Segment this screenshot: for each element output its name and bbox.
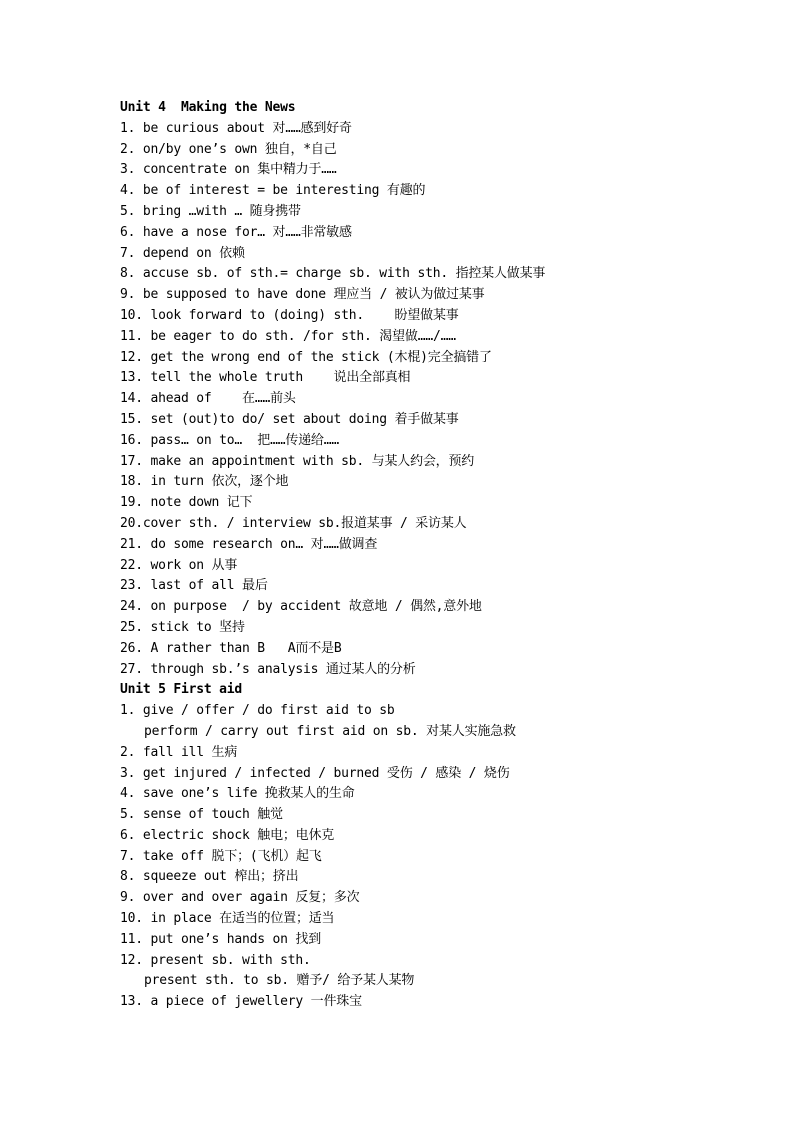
unit5-item-8: 8. squeeze out 榨出；挤出: [120, 869, 299, 885]
unit4-item-1: 1. be curious about 对……感到好奇: [120, 120, 352, 136]
unit4-item-25: 25. stick to 坚持: [120, 619, 245, 635]
unit5-item-2: 2. fall ill 生病: [120, 744, 238, 760]
unit5-item-5: 5. sense of touch 触觉: [120, 807, 283, 823]
unit5-item-12-line-2: present sth. to sb. 赠予/ 给予某人某物: [144, 973, 415, 989]
unit4-item-27: 27. through sb.’s analysis 通过某人的分析: [120, 661, 416, 677]
unit4-item-19: 19. note down 记下: [120, 495, 253, 511]
unit4-item-23: 23. last of all 最后: [120, 578, 268, 594]
unit4-item-13: 13. tell the whole truth 说出全部真相: [120, 370, 411, 386]
unit4-item-5: 5. bring …with … 随身携带: [120, 203, 301, 219]
unit4-item-7: 7. depend on 依赖: [120, 245, 245, 261]
unit5-item-1-line-2: perform / carry out first aid on sb. 对某人实施急救: [144, 723, 516, 739]
unit4-item-14: 14. ahead of 在……前头: [120, 391, 296, 407]
unit4-item-9: 9. be supposed to have done 理应当 / 被认为做过某事: [120, 287, 485, 303]
unit5-item-6: 6. electric shock 触电；电休克: [120, 827, 335, 843]
unit4-item-6: 6. have a nose for… 对……非常敏感: [120, 224, 352, 240]
unit4-item-16: 16. pass… on to… 把……传递给……: [120, 432, 339, 448]
unit5-item-11: 11. put one’s hands on 找到: [120, 931, 322, 947]
unit5-item-4: 4. save one’s life 挽救某人的生命: [120, 786, 355, 802]
unit5-item-7: 7. take off 脱下；(飞机）起飞: [120, 848, 322, 864]
unit4-item-20: 20.cover sth. / interview sb.报道某事 / 采访某人: [120, 515, 467, 531]
unit4-item-4: 4. be of interest = be interesting 有趣的: [120, 183, 426, 199]
unit5-item-9: 9. over and over again 反复；多次: [120, 890, 360, 906]
unit4-item-10: 10. look forward to (doing) sth. 盼望做某事: [120, 307, 459, 323]
unit4-item-8: 8. accuse sb. of sth.= charge sb. with sth. 指控某人做某事: [120, 266, 546, 282]
unit4-heading: Unit 4 Making the News: [120, 100, 296, 115]
unit4-item-2: 2. on/by one’s own 独自，*自己: [120, 141, 337, 157]
unit4-item-15: 15. set (out)to do/ set about doing 着手做某事: [120, 411, 459, 427]
unit5-item-12-line-1: 12. present sb. with sth.: [120, 952, 311, 968]
unit4-item-22: 22. work on 从事: [120, 557, 238, 573]
unit4-item-24: 24. on purpose / by accident 故意地 / 偶然,意外地: [120, 599, 482, 615]
unit5-item-3: 3. get injured / infected / burned 受伤 / 感染 / 烧伤: [120, 765, 510, 781]
unit5-item-1-line-1: 1. give / offer / do first aid to sb: [120, 703, 395, 719]
unit5-item-10: 10. in place 在适当的位置；适当: [120, 911, 335, 927]
unit4-item-11: 11. be eager to do sth. /for sth. 渴望做……/……: [120, 328, 456, 344]
unit4-item-3: 3. concentrate on 集中精力于……: [120, 162, 337, 178]
unit4-item-17: 17. make an appointment with sb. 与某人约会，预约: [120, 453, 475, 469]
unit5-heading: Unit 5 First aid: [120, 682, 243, 698]
unit4-item-18: 18. in turn 依次，逐个地: [120, 474, 289, 490]
unit4-item-21: 21. do some research on… 对……做调查: [120, 536, 378, 552]
unit5-item-13: 13. a piece of jewellery 一件珠宝: [120, 994, 362, 1010]
unit4-item-12: 12. get the wrong end of the stick (木棍)完全搞错了: [120, 349, 492, 365]
unit4-item-26: 26. A rather than B A而不是B: [120, 640, 342, 656]
document-page: [120, 98, 760, 1013]
